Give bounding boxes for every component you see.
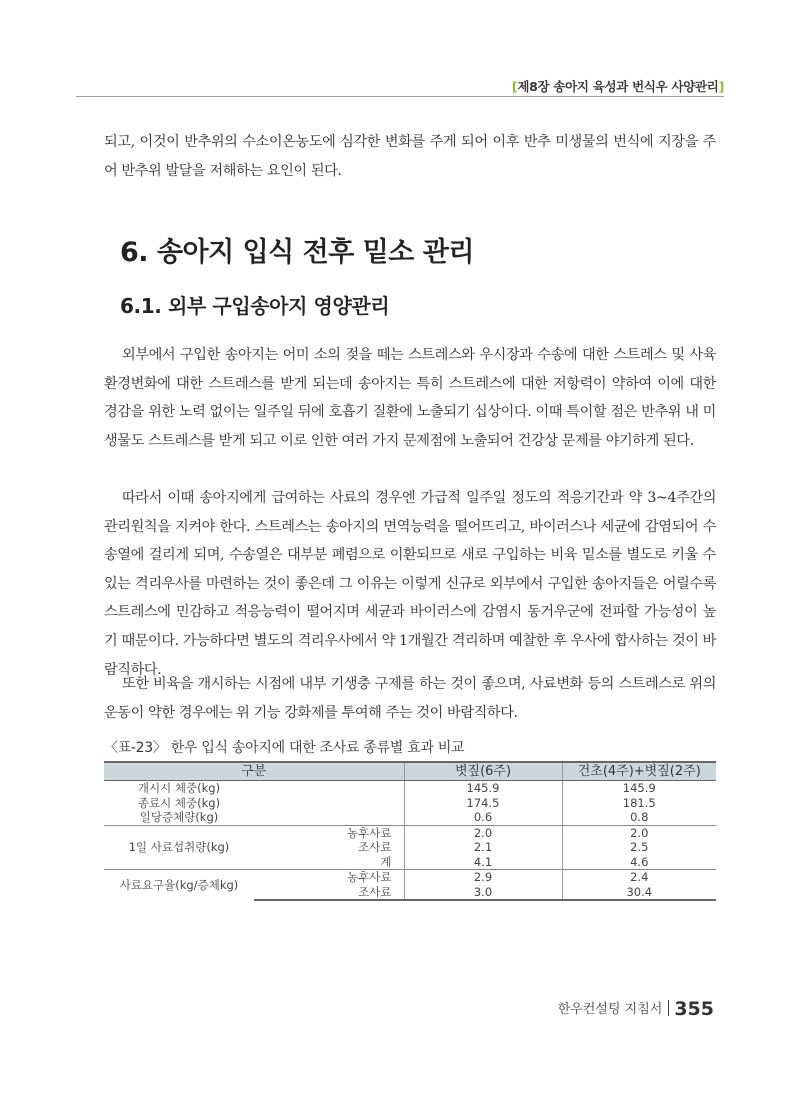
table-row — [104, 810, 716, 825]
row-sub — [254, 796, 404, 811]
row-label: 개시시 체중(kg) — [137, 781, 221, 795]
cell-value: 4.6 — [562, 855, 716, 870]
row-sub: 조사료 — [254, 885, 404, 901]
table-row — [104, 870, 716, 885]
row-label: 사료요구율(kg/증체kg) — [104, 870, 254, 901]
row-label: 종료시 체중(kg) — [137, 795, 221, 810]
table-row — [104, 781, 716, 796]
intro-paragraph: 되고, 이것이 반추위의 수소이온농도에 심각한 변화를 주게 되어 이후 반추 미생물의 번식에 지장을 주어 반추위 발달을 저해하는 요인이 된다. — [104, 134, 716, 179]
chapter-title: 제8장 송아지 육성과 번식우 사양관리 — [517, 79, 719, 94]
comparison-table — [104, 761, 716, 901]
row-sub: 계 — [380, 854, 392, 869]
cell-value: 174.5 — [404, 796, 562, 811]
chapter-header — [512, 77, 724, 95]
section-title: 6. 송아지 입식 전후 밑소 관리 — [120, 237, 474, 268]
header-bracket-close: ] — [718, 79, 724, 94]
cell-value: 2.0 — [404, 825, 562, 840]
cell-value: 145.9 — [404, 781, 562, 796]
row-label: 일당증체량(kg) — [139, 810, 219, 824]
cell-value: 3.0 — [404, 885, 562, 901]
body-paragraph-2: 따라서 이때 송아지에게 급여하는 사료의 경우엔 가급적 일주일 정도의 적응기간과 약 3~4주간의 관리원칙을 지켜야 한다. 스트레스는 송아지의 면역능력을 떨어뜨리고, 바이러스나 세균에 감염되어 수송열에 걸리게 되며, 수송열은 대부분 폐렴으로 이환되므로 새로 구입하는 비육 밑소를 별도로 키울 수 있는 격리우사를 마련하는 것이 좋은데 그 이유는 이렇게 신규로 외부에서 구입한 송아지들은 어릴수록 스트레스에 민감하고 적응능력이 떨어지며 세균과 바이러스에 감염시 동거우군에 전파할 가능성이 높기 때문이다. 가능하다면 별도의 격리우사에서 약 1개월간 격리하며 예찰한 후 우사에 합사하는 것이 바람직하다. — [104, 490, 716, 678]
header-hay-straw: 건초(4주)+볏짚(2주) — [562, 762, 716, 781]
body-paragraph-1: 외부에서 구입한 송아지는 어미 소의 젖을 떼는 스트레스와 우시장과 수송에 대한 스트레스 및 사육환경변화에 대한 스트레스를 받게 되는데 송아지는 특히 스트레스에 대한 저항력이 약하여 이에 대한 경감을 위한 노력 없이는 일주일 뒤에 호흡기 질환에 노출되기 십상이다. 이때 특이할 점은 반추위 내 미생물도 스트레스를 받게 되고 이로 인한 여러 가지 문제점에 노출되어 건강상 문제를 야기하게 된다. — [104, 347, 716, 449]
row-sub: 농후사료 — [254, 870, 404, 885]
header-rice-straw: 볏짚(6주) — [404, 762, 562, 781]
row-sub — [254, 781, 404, 796]
table-header-row — [104, 762, 716, 781]
book-title: 한우컨설팅 지침서 — [557, 1002, 663, 1017]
body-paragraph-3: 또한 비육을 개시하는 시점에 내부 기생충 구제를 하는 것이 좋으며, 사료변화 등의 스트레스로 위의 운동이 약한 경우에는 위 기능 강화제를 투여해 주는 것이 바람직하다. — [104, 676, 716, 721]
page-number: 355 — [674, 998, 714, 1020]
cell-value: 2.0 — [562, 825, 716, 840]
cell-value: 2.1 — [404, 840, 562, 855]
footer-divider — [668, 1000, 669, 1016]
row-sub: 조사료 — [358, 840, 392, 854]
header-category: 구분 — [104, 762, 404, 781]
row-sub — [254, 810, 404, 825]
cell-value: 30.4 — [562, 885, 716, 901]
cell-value: 4.1 — [404, 855, 562, 870]
cell-value: 181.5 — [562, 796, 716, 811]
header-bracket-open: [ — [511, 79, 518, 94]
table-caption: 〈표-23〉 한우 입식 송아지에 대한 조사료 종류별 효과 비교 — [104, 740, 465, 756]
cell-value: 2.9 — [404, 870, 562, 885]
cell-value: 0.8 — [562, 810, 716, 825]
table-row — [104, 825, 716, 840]
row-sub: 농후사료 — [254, 825, 404, 840]
table-row — [104, 796, 716, 811]
cell-value: 2.5 — [562, 840, 716, 855]
page-footer — [558, 998, 714, 1020]
row-label: 1일 사료섭취량(kg) — [104, 825, 254, 870]
cell-value: 0.6 — [404, 810, 562, 825]
cell-value: 2.4 — [562, 870, 716, 885]
subsection-title: 6.1. 외부 구입송아지 영양관리 — [120, 294, 390, 318]
cell-value: 145.9 — [562, 781, 716, 796]
header-rule — [76, 96, 724, 97]
